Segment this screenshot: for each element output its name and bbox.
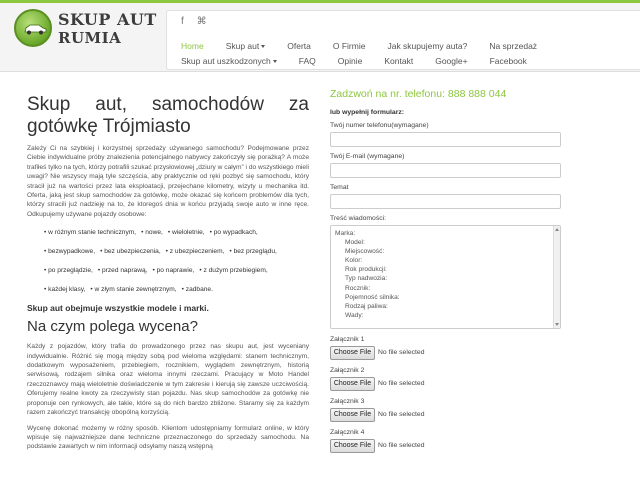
attachment-label: Załącznik 1 (330, 336, 365, 343)
message-textarea[interactable] (330, 225, 561, 329)
attachment-4 (330, 429, 570, 453)
nav-item-1[interactable] (226, 41, 266, 51)
nav-item-secondary-0[interactable] (181, 56, 277, 66)
nav-item-label: Skup aut uszkodzonych (181, 56, 271, 66)
caret-down-icon (273, 60, 277, 63)
textarea-scrollbar[interactable] (553, 226, 560, 328)
form-title: lub wypełnij formularz: (330, 109, 405, 116)
message-template-line: Rok produkcji: (345, 266, 387, 274)
attachment-label: Załącznik 3 (330, 398, 365, 405)
vehicle-type-item: • bez ubezpieczenia, (100, 248, 161, 255)
vehicle-type-item: • każdej klasy, (44, 286, 85, 293)
message-template-line: Miejscowość: (345, 248, 385, 256)
caret-down-icon (261, 45, 265, 48)
contact-sidebar (330, 88, 570, 453)
vehicle-type-item: • zadbane. (182, 286, 213, 293)
vehicle-types-list (44, 227, 309, 303)
valuation-paragraph-2: Wycenę dokonać możemy w różny sposób. Klientom udostępniamy formularz online, w który wpisuje się najważniejsze dane techniczne przeznaczonego do sprzedaży samochodu. Na podstawie zawartych w nim informacji odsyłamy naszą wstępną (27, 424, 309, 451)
vehicle-type-item: • po przeglądzie, (44, 267, 93, 274)
nav-item-secondary-1[interactable] (299, 56, 316, 66)
nav-item-secondary-4[interactable] (435, 56, 467, 66)
section-heading-valuation: Na czym polega wycena? (27, 318, 198, 336)
phone-cta[interactable]: Zadzwoń na nr. telefonu: 888 888 044 (330, 88, 507, 100)
file-input-row (330, 438, 570, 453)
message-template-line: Kolor: (345, 257, 363, 265)
nav-item-label: Facebook (489, 56, 527, 66)
nav-item-secondary-3[interactable] (384, 56, 413, 66)
vehicle-type-item: • z ubezpieczeniem, (166, 248, 225, 255)
nav-item-label: Oferta (287, 41, 311, 51)
nav-item-0[interactable] (181, 41, 204, 51)
site-header (0, 3, 640, 72)
choose-file-button[interactable]: Choose File (330, 377, 375, 391)
logo-text-line2: RUMIA (58, 29, 122, 47)
nav-row-primary (181, 41, 559, 51)
intro-paragraph: Zależy Ci na szybkiej i korzystnej sprzedaży używanego samochodu? Podejmowane przez Ciebie indywidualne próby znalezienia potencjalnego nabywcy zakończyły się porażką? A może trafiłeś tylko na tych, którzy potrafili szukać przysłowiowej „dziury w całym” i do wszystkiego mieli uwagi? Nie wszyscy mają tyle szczęścia, aby praktycznie od ręki pozbyć się samochodu, który stracił już na wartości przez lata eksploatacji, przejechane kilometry, wizyty u mechanika itd. Oferta, jaką jest skup samochodów za gotówkę, może okazać się końcem problemów dla tych, którzy stracili już nadzieję na to, że ktoregoś dnia w końcu przyjadą swoje auto w inne ręce. Odkupujemy używane pojazdy osobowe: (27, 145, 309, 218)
nav-row-secondary (181, 56, 549, 66)
attachment-label: Załącznik 4 (330, 429, 365, 436)
file-status-text: No file selected (378, 380, 425, 387)
vehicle-type-item: • wieloletnie, (168, 229, 205, 236)
file-input-row (330, 376, 570, 391)
attachments-section (330, 336, 570, 453)
file-status-text: No file selected (378, 442, 425, 449)
vehicle-types-row (44, 246, 309, 265)
nav-item-label: Kontakt (384, 56, 414, 66)
car-icon (23, 23, 47, 35)
nav-item-label: Jak skupujemy auta? (387, 41, 468, 51)
choose-file-button[interactable]: Choose File (330, 439, 375, 453)
attachment-label: Załącznik 2 (330, 367, 365, 374)
nav-item-4[interactable] (387, 41, 467, 51)
vehicle-type-item: • po naprawie, (152, 267, 194, 274)
message-template-line: Model: (345, 239, 365, 247)
message-template-line: Wady: (345, 311, 364, 319)
nav-item-2[interactable] (287, 41, 311, 51)
file-status-text: No file selected (378, 411, 425, 418)
social-links (181, 16, 217, 27)
nav-item-3[interactable] (333, 41, 366, 51)
phone-field-label: Twój numer telefonu(wymagane) (330, 122, 429, 129)
file-status-text: No file selected (378, 349, 425, 356)
vehicle-type-item: • bezwypadkowe, (44, 248, 95, 255)
attachment-1 (330, 336, 570, 360)
nav-item-label: Na sprzedaż (489, 41, 538, 51)
logo-text-line1: SKUP AUT (58, 10, 157, 29)
message-template-line: Typ nadwozia: (345, 275, 388, 283)
message-template-line: Rocznik: (345, 284, 371, 292)
file-input-row (330, 345, 570, 360)
message-template-line: Pojemność silnika: (345, 293, 400, 301)
choose-file-button[interactable]: Choose File (330, 408, 375, 422)
nav-item-label: Home (181, 41, 204, 51)
vehicle-types-row (44, 265, 309, 284)
nav-item-label: O Firmie (332, 41, 366, 51)
phone-field[interactable] (330, 132, 561, 147)
nav-item-label: Skup aut (225, 41, 260, 51)
social-share-icon[interactable]: ⌘ (196, 16, 207, 27)
vehicle-type-item: • po wypadkach, (210, 229, 258, 236)
brands-subheading: Skup aut obejmuje wszystkie modele i marki. (27, 303, 209, 314)
nav-item-label: Google+ (435, 56, 468, 66)
message-template-line: Marka: (335, 230, 356, 237)
nav-item-secondary-2[interactable] (338, 56, 363, 66)
valuation-paragraph: Każdy z pojazdów, który trafia do prowadzonego przez nas skupu aut, jest wyceniany indywidualnie. Różnić się mogą między sobą pod wieloma względami: stanem technicznym, dodatkowym wyposażeniem, przebiegiem, rocznikiem, wyglądem zewnętrznym, historią serwisową, rodzajem silnika oraz wieloma innymi rzeczami. Pracujący w Moto Handel rzeczoznawcy mają wieloletnie doświadczenie w tym zakresie i kierują się zawsze uczciwością. Oferujemy realne kwoty za rzeczywisty stan pojazdu. Nas skup samochodów za gotówkę nie proponuje cen rynkowych, ale takie, które są do nich bardzo zbliżone. Staramy się za każdym razem zakończyć transakcję obopólną korzyścią. (27, 343, 309, 417)
vehicle-type-item: • przed naprawą, (98, 267, 148, 274)
attachment-2 (330, 367, 570, 391)
vehicle-type-item: • z dużym przebiegiem, (199, 267, 267, 274)
vehicle-type-item: • w złym stanie zewnętrznym, (90, 286, 176, 293)
nav-item-label: FAQ (298, 56, 316, 66)
vehicle-type-item: • w różnym stanie technicznym, (44, 229, 136, 236)
page-title: Skup aut, samochodów za gotówkę Trójmiasto (27, 94, 309, 137)
subject-field[interactable] (330, 194, 561, 209)
main-content (27, 94, 309, 452)
vehicle-types-row (44, 227, 309, 246)
email-field-label: Twój E-mail (wymagane) (330, 153, 405, 160)
facebook-icon[interactable]: f (181, 16, 184, 27)
vehicle-types-row (44, 284, 309, 303)
file-input-row (330, 407, 570, 422)
nav-item-secondary-5[interactable] (490, 56, 527, 66)
nav-item-5[interactable] (489, 41, 537, 51)
subject-field-label: Temat (330, 184, 349, 191)
vehicle-type-item: • bez przeglądu, (229, 248, 276, 255)
main-navigation (166, 10, 640, 70)
vehicle-type-item: • nowe, (141, 229, 163, 236)
site-logo[interactable] (14, 9, 164, 49)
email-field[interactable] (330, 163, 561, 178)
logo-emblem (14, 9, 52, 47)
attachment-3 (330, 398, 570, 422)
message-field-label: Treść wiadomości: (330, 215, 387, 222)
nav-item-label: Opinie (337, 56, 363, 66)
message-template-line: Rodzaj paliwa: (345, 302, 388, 310)
choose-file-button[interactable]: Choose File (330, 346, 375, 360)
